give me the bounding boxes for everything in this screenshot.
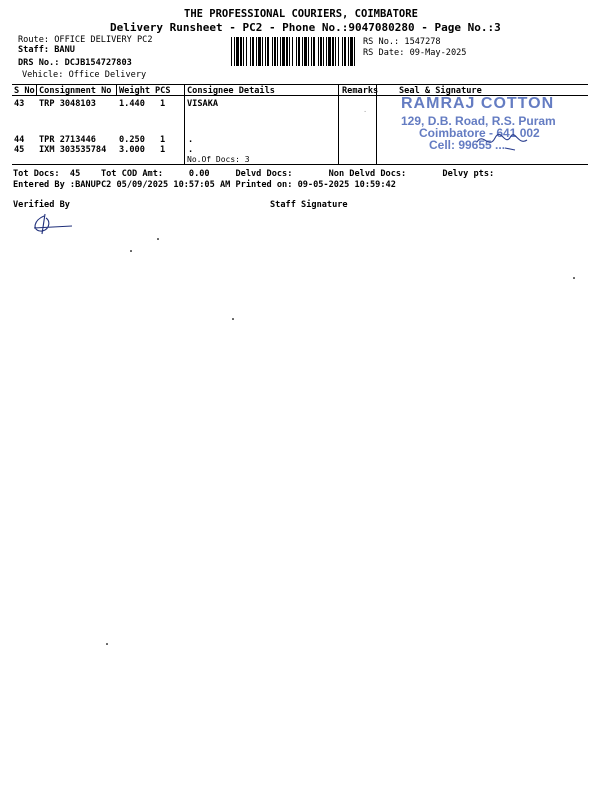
barcode-bar bbox=[240, 37, 242, 66]
col-divider bbox=[36, 84, 37, 95]
verified-by-label: Verified By bbox=[13, 200, 70, 210]
barcode-bar bbox=[296, 37, 297, 66]
rs-number: RS No.: 1547278 bbox=[363, 37, 441, 47]
no-of-docs: No.Of Docs: 3 bbox=[187, 155, 250, 164]
row-pcs: 1 bbox=[160, 135, 166, 145]
verified-signature bbox=[28, 212, 78, 236]
barcode-bar bbox=[298, 37, 300, 66]
scan-speck bbox=[573, 277, 575, 279]
scan-speck bbox=[106, 643, 108, 645]
barcode-bar bbox=[272, 37, 273, 66]
barcode-bar bbox=[323, 37, 324, 66]
row-sno: 44 bbox=[14, 135, 25, 145]
barcode-bar bbox=[250, 37, 251, 66]
scan-speck bbox=[130, 250, 132, 252]
stamp-line: Coimbatore - 641 002 bbox=[419, 126, 540, 140]
drs-number: DRS No.: DCJB154727803 bbox=[18, 58, 132, 68]
runsheet-title: Delivery Runsheet - PC2 - Phone No.:9047080280 - Page No.:3 bbox=[110, 21, 501, 34]
barcode-bar bbox=[311, 37, 312, 66]
barcode-bar bbox=[274, 37, 276, 66]
barcode-bar bbox=[256, 37, 257, 66]
recipient-signature bbox=[475, 128, 535, 156]
barcode-bar bbox=[282, 37, 285, 66]
entered-printed-line: Entered By :BANUPC2 05/09/2025 10:57:05 AM Printed on: 09-05-2025 10:59:42 bbox=[13, 180, 396, 190]
scan-speck bbox=[157, 238, 159, 240]
route-label: Route: OFFICE DELIVERY PC2 bbox=[18, 35, 153, 45]
row-weight: 3.000 bbox=[119, 145, 145, 155]
stamp-line: 129, D.B. Road, R.S. Puram bbox=[401, 114, 556, 128]
barcode-bar bbox=[302, 37, 303, 66]
barcode-bar bbox=[308, 37, 309, 66]
row-sno: 45 bbox=[14, 145, 25, 155]
header-remarks: Remarks bbox=[342, 86, 379, 96]
barcode-bar bbox=[277, 37, 278, 66]
barcode-bar bbox=[246, 37, 247, 66]
row-consignee: . bbox=[188, 135, 194, 145]
barcode-bar bbox=[328, 37, 331, 66]
row-weight: 1.440 bbox=[119, 99, 145, 109]
totals-line: Tot Docs: 45 Tot COD Amt: 0.00 Delvd Docs: Non Delvd Docs: Delvy pts: bbox=[13, 169, 495, 179]
barcode-bar bbox=[265, 37, 266, 66]
barcode-bar bbox=[318, 37, 319, 66]
barcode-bar bbox=[332, 37, 334, 66]
barcode-bar bbox=[252, 37, 254, 66]
barcode-bar bbox=[289, 37, 290, 66]
col-divider bbox=[376, 84, 377, 164]
stamp-line: Cell: 99655 ... bbox=[429, 138, 506, 152]
scan-speck bbox=[232, 318, 234, 320]
table-top-rule bbox=[12, 84, 588, 85]
barcode-bar bbox=[342, 37, 343, 66]
barcode-bar bbox=[313, 37, 315, 66]
barcode-bar bbox=[231, 37, 232, 66]
barcode-bar bbox=[286, 37, 288, 66]
table-bottom-rule bbox=[12, 164, 588, 165]
vehicle-label: Vehicle: Office Delivery bbox=[22, 70, 147, 80]
barcode-bar bbox=[262, 37, 263, 66]
header-consignee: Consignee Details bbox=[187, 86, 275, 96]
barcode-bar bbox=[338, 37, 339, 66]
barcode-bar bbox=[267, 37, 269, 66]
barcode-bar bbox=[243, 37, 244, 66]
barcode-bar bbox=[236, 37, 239, 66]
barcode-bar bbox=[326, 37, 327, 66]
header-pcs: PCS bbox=[155, 86, 171, 96]
barcode-bar bbox=[344, 37, 346, 66]
row-consignee: VISAKA bbox=[187, 99, 219, 109]
barcode-bar bbox=[304, 37, 307, 66]
barcode-bar bbox=[348, 37, 349, 66]
rs-date: RS Date: 09-May-2025 bbox=[363, 48, 467, 58]
staff-signature-label: Staff Signature bbox=[270, 200, 348, 210]
row-consignment: TPR 2713446 bbox=[39, 135, 96, 145]
barcode-bar bbox=[280, 37, 281, 66]
staff-label: Staff: BANU bbox=[18, 45, 75, 55]
col-divider bbox=[338, 84, 339, 164]
barcode-bar bbox=[320, 37, 322, 66]
header-seal: Seal & Signature bbox=[399, 86, 482, 96]
header-sno: S No bbox=[14, 86, 35, 96]
row-pcs: 1 bbox=[160, 99, 166, 109]
col-divider bbox=[116, 84, 117, 95]
remarks-mark: . bbox=[363, 106, 368, 114]
barcode-bar bbox=[258, 37, 261, 66]
col-divider bbox=[184, 84, 185, 164]
company-title: THE PROFESSIONAL COURIERS, COIMBATORE bbox=[184, 8, 418, 20]
row-consignment: TRP 3048103 bbox=[39, 99, 96, 109]
row-pcs: 1 bbox=[160, 145, 166, 155]
row-consignee: . bbox=[188, 145, 194, 155]
row-weight: 0.250 bbox=[119, 135, 145, 145]
barcode-bar bbox=[234, 37, 235, 66]
barcode-image bbox=[231, 37, 356, 66]
barcode-bar bbox=[350, 37, 353, 66]
barcode-bar bbox=[335, 37, 336, 66]
header-weight: Weight bbox=[119, 86, 151, 96]
barcode-bar bbox=[292, 37, 293, 66]
header-consignment: Consignment No bbox=[39, 86, 112, 96]
stamp-line: RAMRAJ COTTON bbox=[401, 95, 555, 112]
row-sno: 43 bbox=[14, 99, 25, 109]
barcode-bar bbox=[354, 37, 355, 66]
row-consignment: IXM 303535784 bbox=[39, 145, 107, 155]
